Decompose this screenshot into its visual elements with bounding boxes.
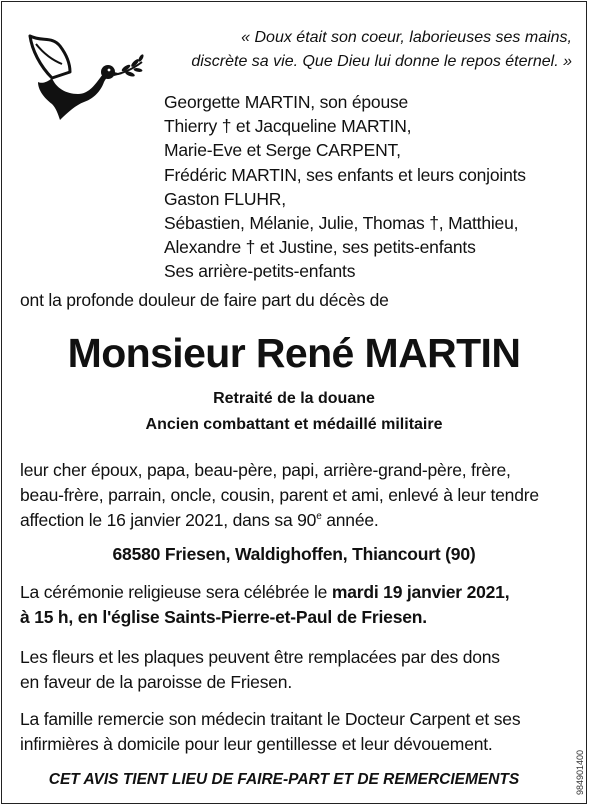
ordinal-superscript: e [316, 511, 322, 522]
ceremony-line [20, 580, 509, 605]
reference-number: 984901400 [575, 749, 585, 795]
flowers-line: en faveur de la paroisse de Friesen. [20, 672, 292, 692]
thanks-line: infirmières à domicile pour leur gentillesse et leur dévouement. [20, 734, 493, 754]
announcement-line: ont la profonde douleur de faire part du décès de [20, 290, 389, 310]
bio-line: leur cher époux, papa, beau-père, papi, arrière-grand-père, frère, [20, 460, 511, 480]
footer-notice: CET AVIS TIENT LIEU DE FAIRE-PART ET DE REMERCIEMENTS [48, 771, 520, 788]
family-line: Thierry † et Jacqueline MARTIN, [164, 116, 412, 137]
thanks-paragraph [20, 707, 520, 757]
title-line: Ancien combattant et médaillé militaire [145, 416, 443, 433]
deceased-titles [0, 386, 588, 438]
thanks-line: La famille remercie son médecin traitant le Docteur Carpent et ses [20, 709, 521, 729]
title-line: Retraité de la douane [213, 390, 375, 407]
ceremony-text: La cérémonie religieuse sera célébrée le [20, 582, 332, 602]
deceased-name: Monsieur René MARTIN [67, 330, 521, 376]
ceremony-date: mardi 19 janvier 2021, [331, 582, 510, 602]
bio-line [20, 508, 539, 533]
family-line: Sébastien, Mélanie, Julie, Thomas †, Matthieu, [164, 213, 519, 234]
family-line: Alexandre † et Justine, ses petits-enfants [164, 237, 476, 258]
family-line: Ses arrière-petits-enfants [164, 261, 356, 282]
family-list [164, 90, 526, 284]
ceremony-paragraph [20, 580, 509, 630]
flowers-line: Les fleurs et les plaques peuvent être remplacées par des dons [20, 647, 500, 667]
family-line: Georgette MARTIN, son épouse [164, 92, 409, 112]
quote-line: « Doux était son coeur, laborieuses ses mains, [241, 29, 572, 46]
family-line: Gaston FLUHR, [164, 188, 286, 209]
bio-text: affection le 16 janvier 2021, dans sa 90 [20, 510, 317, 530]
quote-line: discrète sa vie. Que Dieu lui donne le repos éternel. » [191, 53, 572, 70]
ceremony-location: à 15 h, en l'église Saints-Pierre-et-Paul de Friesen. [20, 607, 427, 627]
bio-paragraph [20, 458, 539, 533]
bio-text: année. [321, 510, 379, 530]
places-line: 68580 Friesen, Waldighoffen, Thiancourt (90) [112, 544, 476, 564]
family-line: Marie-Eve et Serge CARPENT, [164, 140, 401, 161]
family-line: Frédéric MARTIN, ses enfants et leurs conjoints [164, 164, 526, 185]
dove-icon [22, 28, 144, 124]
epitaph-quote [152, 26, 572, 74]
bio-line: beau-frère, parrain, oncle, cousin, parent et ami, enlevé à leur tendre [20, 485, 539, 505]
flowers-paragraph [20, 645, 500, 695]
